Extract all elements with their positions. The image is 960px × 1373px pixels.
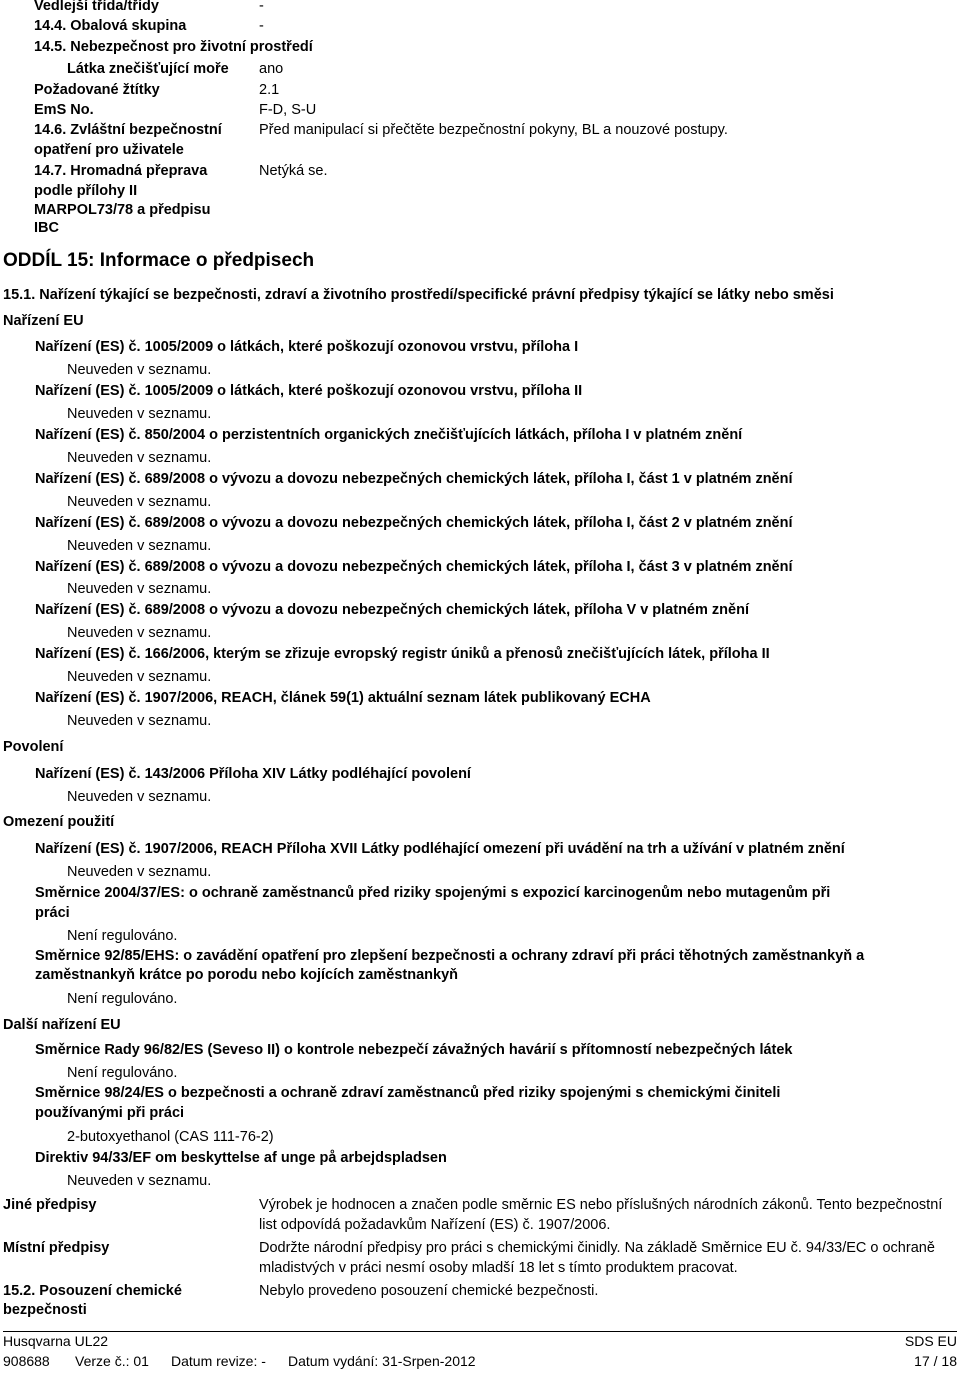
regulation-status: Neuveden v seznamu. [67, 362, 212, 378]
other-eu-regulations-heading: Další nařízení EU [3, 1017, 121, 1033]
row-label: 14.4. Obalová skupina [34, 18, 187, 34]
regulation-status: Neuveden v seznamu. [67, 450, 212, 466]
bulk-transport-label: MARPOL73/78 a předpisu [34, 202, 211, 218]
footer-doc-type: SDS EU [904, 1333, 957, 1349]
bulk-transport-label: IBC [34, 220, 59, 236]
directive-status: Neuveden v seznamu. [67, 1173, 212, 1189]
regulation-title: Nařízení (ES) č. 166/2006, kterým se zřizuje evropský registr úniků a přenosů znečišťujících látek, příloha II [35, 646, 770, 662]
directive-title: Směrnice 2004/37/ES: o ochraně zaměstnanců před riziky spojenými s expozicí karcinogenům nebo mutagenům při [35, 885, 831, 901]
regulation-title: Nařízení (ES) č. 1907/2006, REACH Příloha XVII Látky podléhající omezení při uvádění na trh a užívání v platném znění [35, 841, 845, 857]
regulation-title: Nařízení (ES) č. 143/2006 Příloha XIV Látky podléhající povolení [35, 766, 471, 782]
regulation-status: Neuveden v seznamu. [67, 864, 212, 880]
directive-title: Směrnice Rady 96/82/ES (Seveso II) o kontrole nebezpečí závažných havárií s přítomností nebezpečných látek [35, 1042, 793, 1058]
row-value: F-D, S-U [259, 102, 317, 118]
footer-number: 908688 [3, 1353, 50, 1369]
other-regulations-label: Jiné předpisy [3, 1197, 97, 1213]
regulation-status: Neuveden v seznamu. [67, 713, 212, 729]
bulk-transport-label: 14.7. Hromadná přeprava [34, 163, 208, 179]
chemical-safety-assessment-label: 15.2. Posouzení chemické [3, 1283, 182, 1299]
row-label: Látka znečišťující moře [67, 61, 229, 77]
row-label: Vedlejší třída/třídy [34, 0, 159, 14]
local-regulations-label: Místní předpisy [3, 1240, 110, 1256]
footer-revision-date: Datum revize: - [171, 1353, 266, 1369]
regulation-title: Nařízení (ES) č. 689/2008 o vývozu a dovozu nebezpečných chemických látek, příloha I, část 1 v platném znění [35, 471, 793, 487]
directive-value: 2-butoxyethanol (CAS 111-76-2) [67, 1129, 274, 1145]
regulation-title: Nařízení (ES) č. 1005/2009 o látkách, které poškozují ozonovou vrstvu, příloha II [35, 383, 583, 399]
regulation-status: Neuveden v seznamu. [67, 669, 212, 685]
regulation-status: Neuveden v seznamu. [67, 581, 212, 597]
environment-hazard-label: 14.5. Nebezpečnost pro životní prostředí [34, 39, 313, 55]
row-value: ano [259, 61, 284, 77]
regulation-status: Neuveden v seznamu. [67, 625, 212, 641]
regulation-title: Nařízení (ES) č. 1907/2006, REACH, článek 59(1) aktuální seznam látek publikovaný ECHA [35, 690, 651, 706]
special-precautions-label: opatření pro uživatele [34, 142, 184, 158]
transport-row [34, 81, 279, 101]
row-value: 2.1 [259, 82, 280, 98]
row-value: - [259, 0, 264, 14]
row-label: Požadované žtítky [34, 82, 160, 98]
row-label: EmS No. [34, 102, 94, 118]
subsection-heading: 15.1. Nařízení týkající se bezpečnosti, zdraví a životního prostředí/specifické právní předpisy týkající se látky nebo směsi [3, 287, 834, 303]
transport-row [34, 60, 283, 80]
footer-product: Husqvarna UL22 [3, 1333, 109, 1349]
directive-title: zaměstnankyň krátce po porodu nebo kojících zaměstnankyň [35, 967, 459, 983]
directive-status: Není regulováno. [67, 1065, 178, 1081]
chemical-safety-assessment-value: Nebylo provedeno posouzení chemické bezpečnosti. [259, 1283, 599, 1299]
directive-title: používanými při práci [35, 1105, 185, 1121]
regulation-title: Nařízení (ES) č. 1005/2009 o látkách, které poškozují ozonovou vrstvu, příloha I [35, 339, 579, 355]
footer-issue-date: Datum vydání: 31-Srpen-2012 [288, 1353, 476, 1369]
regulation-status: Neuveden v seznamu. [67, 406, 212, 422]
section-title: ODDÍL 15: Informace o předpisech [3, 250, 315, 271]
directive-status: Není regulováno. [67, 928, 178, 944]
restrictions-heading: Omezení použití [3, 814, 115, 830]
bulk-transport-value: Netýká se. [259, 163, 328, 179]
transport-row [34, 0, 264, 17]
chemical-safety-assessment-label: bezpečnosti [3, 1302, 87, 1318]
directive-title: Direktiv 94/33/EF om beskyttelse af unge på arbejdspladsen [35, 1150, 447, 1166]
special-precautions-label: 14.6. Zvláštní bezpečnostní [34, 122, 222, 138]
eu-regulations-heading: Nařízení EU [3, 313, 84, 329]
other-regulations-value: Výrobek je hodnocen a značen podle směrnic ES nebo příslušných národních zákonů. Tento bezpečnostní list odpovídá požadavkům Nařízení (ES) č. 1907/2006. [259, 1197, 943, 1233]
footer-divider [3, 1331, 957, 1332]
regulation-title: Nařízení (ES) č. 689/2008 o vývozu a dovozu nebezpečných chemických látek, příloha V v platném znění [35, 602, 749, 618]
footer-version: Verze č.: 01 [75, 1353, 149, 1369]
regulation-status: Neuveden v seznamu. [67, 494, 212, 510]
directive-status: Není regulováno. [67, 991, 178, 1007]
directive-title: Směrnice 92/85/EHS: o zavádění opatření pro zlepšení bezpečnosti a ochrany zdraví při práci těhotných zaměstnankyň a [35, 948, 865, 964]
directive-title: Směrnice 98/24/ES o bezpečnosti a ochraně zdraví zaměstnanců před riziky spojenými s chemickými činiteli [35, 1085, 781, 1101]
regulation-title: Nařízení (ES) č. 689/2008 o vývozu a dovozu nebezpečných chemických látek, příloha I, část 2 v platném znění [35, 515, 793, 531]
regulation-title: Nařízení (ES) č. 689/2008 o vývozu a dovozu nebezpečných chemických látek, příloha I, část 3 v platném znění [35, 559, 793, 575]
regulation-status: Neuveden v seznamu. [67, 538, 212, 554]
regulation-status: Neuveden v seznamu. [67, 789, 212, 805]
row-value: - [259, 18, 264, 34]
transport-row [34, 17, 264, 37]
regulation-title: Nařízení (ES) č. 850/2004 o perzistentních organických znečišťujících látkách, příloha I v platném znění [35, 427, 743, 443]
bulk-transport-label: podle přílohy II [34, 183, 138, 199]
local-regulations-value: Dodržte národní předpisy pro práci s chemickými činidly. Na základě Směrnice EU č. 94/33/EC o ochraně mladistvých v práci nesmí osoby mladší 18 let s tímto produktem pracovat. [259, 1240, 935, 1276]
authorisations-heading: Povolení [3, 739, 64, 755]
special-precautions-value: Před manipulací si přečtěte bezpečnostní pokyny, BL a nouzové postupy. [259, 122, 728, 138]
directive-title: práci [35, 905, 70, 921]
transport-row [34, 101, 316, 121]
footer-page-number: 17 / 18 [914, 1353, 957, 1369]
